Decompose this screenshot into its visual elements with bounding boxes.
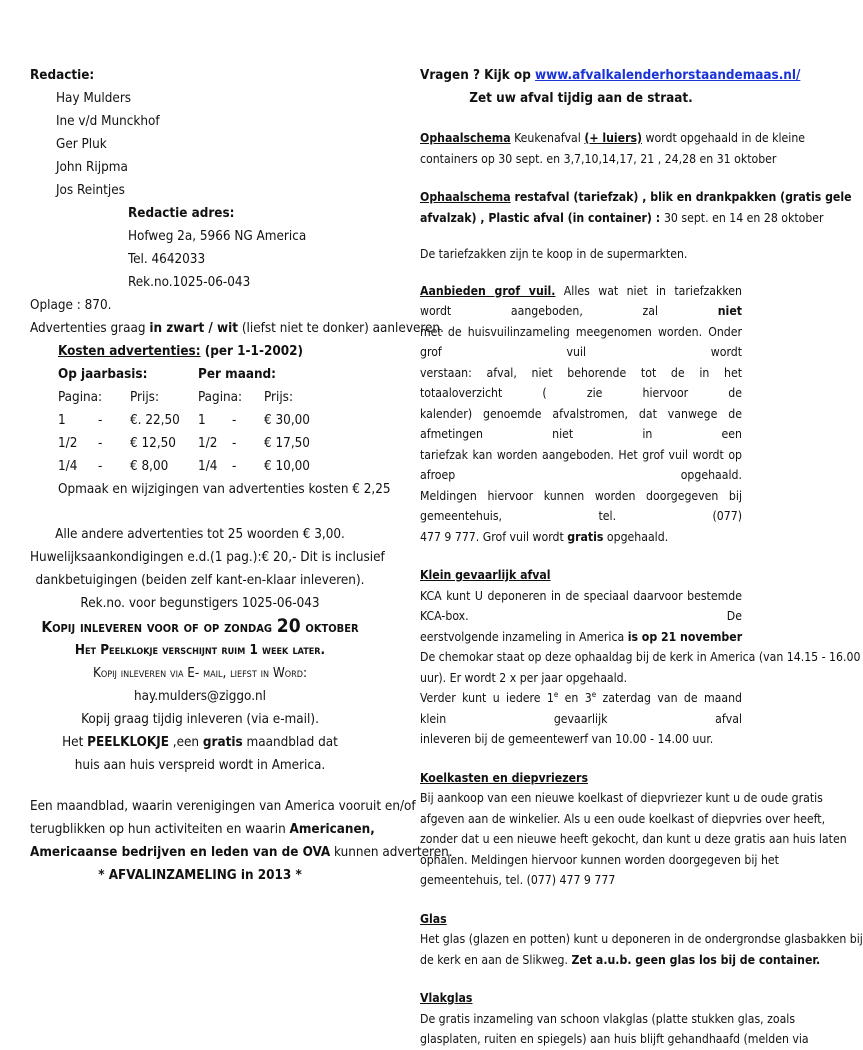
afval-title: * AFVALINZAMELING in 2013 * xyxy=(98,868,302,883)
glas-title: Glas xyxy=(420,911,447,926)
advertenties-info xyxy=(30,523,453,887)
redactie-title: Redactie: xyxy=(30,68,95,83)
kosten-subheaders: Op jaarbasis: Per maand: xyxy=(58,367,276,382)
info-line: Rek.no. voor begunstigers 1025-06-043 xyxy=(80,596,320,611)
afvalkalender-link[interactable]: www.afvalkalenderhorstaandemaas.nl/ xyxy=(535,68,801,83)
grof-vuil-line: Meldingen hiervoor kunnen worden doorgegeven bij gemeentehuis, tel. (077) xyxy=(420,488,742,523)
kga-verder-line: Verder kunt u iedere 1e en 3e zaterdag van de maand klein gevaarlijk afval xyxy=(420,689,742,726)
price-table-row: 1/2 - € 12,50 1/2 - € 17,50 xyxy=(58,436,310,451)
kga-line: uur). Er wordt 2 x per jaar opgehaald. xyxy=(420,670,628,685)
kga-line: inleveren bij de gemeentewerf van 10.00 - 14.00 uur. xyxy=(420,732,714,746)
vlak-line: glasplaten, ruiten en spiegels) aan huis blijft gehandhaafd (melden via xyxy=(420,1032,809,1046)
info-line: Huwelijksaankondigingen e.d.(1 pag.):€ 20,- Dit is inclusief xyxy=(30,550,385,565)
adres-title: Redactie adres: xyxy=(128,206,235,221)
email-address: hay.mulders@ziggo.nl xyxy=(133,689,267,704)
kga-line: KCA kunt U deponeren in de speciaal daarvoor bestemde KCA-box. De xyxy=(420,588,742,623)
opmaak-note: Opmaak en wijzigingen van advertenties kosten € 2,25 xyxy=(58,482,391,497)
adres-line: Rek.no.1025-06-043 xyxy=(128,275,251,290)
redactie-member: Jos Reintjes xyxy=(56,183,125,198)
redactie-member: Ine v/d Munckhof xyxy=(56,114,160,129)
redactie-member: Ger Pluk xyxy=(56,137,107,152)
kga-line: De chemokar staat op deze ophaaldag bij de kerk in America (van 14.15 - 16.00 xyxy=(420,650,861,664)
koelkasten-title: Koelkasten en diepvriezers xyxy=(420,770,588,785)
koel-line: zonder dat u een nieuwe heeft gekocht, dan kunt u deze gratis aan huis laten xyxy=(420,832,847,846)
grof-vuil-line: tariefzak kan worden aangeboden. Het grof vuil wordt op afroep opgehaald. xyxy=(420,447,742,482)
maandblad-line: Een maandblad, waarin verenigingen van America vooruit en/of xyxy=(30,799,416,814)
word-line: Kopij inleveren via E- mail, liefst in Word: xyxy=(92,666,308,681)
vragen-line: Vragen ? Kijk op www.afvalkalenderhorstaandemaas.nl/ xyxy=(420,68,801,83)
ophaalschema-dates: containers op 30 sept. en 3,7,10,14,17, 21 , 24,28 en 31 oktober xyxy=(420,151,777,166)
peelklokje-info: Het PEELKLOKJE ,een gratis maandblad dat xyxy=(62,735,338,750)
ova-line: Americaanse bedrijven en leden van de OVA kunnen adverteren. xyxy=(30,845,453,860)
koel-line: Bij aankoop van een nieuwe koelkast of diepvriezer kunt u de oude gratis xyxy=(420,791,823,805)
ophaalschema-keuken: Ophaalschema Keukenafval (+ luiers) wordt opgehaald in de kleine xyxy=(420,131,806,145)
grof-vuil-line: 477 9 777. Grof vuil wordt gratis opgehaald. xyxy=(420,529,669,544)
adres-line: Tel. 4642033 xyxy=(128,252,206,267)
vlak-line: De gratis inzameling van schoon vlakglas (platte stukken glas, zoals xyxy=(420,1011,796,1026)
maandblad-line: terugblikken op hun activiteiten en waarin Americanen, xyxy=(30,822,375,837)
redactie-member: Hay Mulders xyxy=(56,91,132,106)
ophaalschema-rest: Ophaalschema restafval (tariefzak) , blik en drankpakken (gratis gele xyxy=(420,190,852,204)
grof-vuil-line: kalender) genoemde afvalstromen, dat vanwege de afmetingen niet in een xyxy=(420,406,742,441)
kga-line: eerstvolgende inzameling in America is op 21 november xyxy=(420,629,743,644)
vragen-header xyxy=(420,64,801,110)
price-table-row: 1 - €. 22,50 1 - € 30,00 xyxy=(58,413,310,428)
huis-line: huis aan huis verspreid wordt in America. xyxy=(74,758,326,773)
ophaalschema-rest-dates: afvalzak) , Plastic afval (in container) : 30 sept. en 14 en 28 oktober xyxy=(420,210,824,225)
kopij-deadline: Kopij inleveren voor of op zondag 20 oktober xyxy=(41,615,359,637)
kosten-title: Kosten advertenties: (per 1-1-2002) xyxy=(58,344,303,359)
price-table-header: Pagina: Prijs: Pagina: Prijs: xyxy=(58,390,294,405)
koel-line: gemeentehuis, tel. (077) 477 9 777 xyxy=(420,873,616,887)
left-column xyxy=(30,64,453,887)
grof-vuil-line: met de huisvuilinzameling meegenomen worden. Onder grof vuil wordt xyxy=(420,324,742,359)
grof-vuil-line: Aanbieden grof vuil. Alles wat niet in tariefzakken wordt aangeboden, zal niet xyxy=(420,283,742,318)
advertenties-note: Advertenties graag in zwart / wit (liefst niet te donker) aanleveren. xyxy=(30,321,444,336)
koel-line: afgeven aan de winkelier. Als u een oude koelkast of diepvries over heeft, xyxy=(420,811,826,826)
kga-title: Klein gevaarlijk afval xyxy=(420,568,551,582)
peelklokje-line: Het Peelklokje verschijnt ruim 1 week later. xyxy=(74,643,326,658)
info-line: Alle andere advertenties tot 25 woorden € 3,00. xyxy=(55,527,345,542)
oplage: Oplage : 870. xyxy=(30,298,112,313)
info-line: dankbetuigingen (beiden zelf kant-en-klaar inleveren). xyxy=(35,573,365,588)
price-table-row: 1/4 - € 8,00 1/4 - € 10,00 xyxy=(58,459,310,474)
redactie-member: John Rijpma xyxy=(56,160,128,175)
grof-vuil-line: verstaan: afval, niet behorende tot de in het totaaloverzicht ( zie hiervoor de xyxy=(420,365,742,400)
glas-line: Het glas (glazen en potten) kunt u deponeren in de ondergrondse glasbakken bij xyxy=(420,932,863,946)
tijdig-line: Kopij graag tijdig inleveren (via e-mail). xyxy=(81,712,319,727)
koel-line: ophalen. Meldingen hiervoor kunnen worden doorgegeven bij het xyxy=(420,852,779,867)
vlakglas-title: Vlakglas xyxy=(420,991,473,1005)
zet-line: Zet uw afval tijdig aan de straat. xyxy=(469,91,693,106)
adres-line: Hofweg 2a, 5966 NG America xyxy=(128,229,307,244)
tariefzak-note: De tariefzakken zijn te koop in de supermarkten. xyxy=(420,247,688,261)
right-column xyxy=(420,64,863,1050)
glas-line: de kerk en aan de Slikweg. Zet a.u.b. geen glas los bij de container. xyxy=(420,952,821,967)
